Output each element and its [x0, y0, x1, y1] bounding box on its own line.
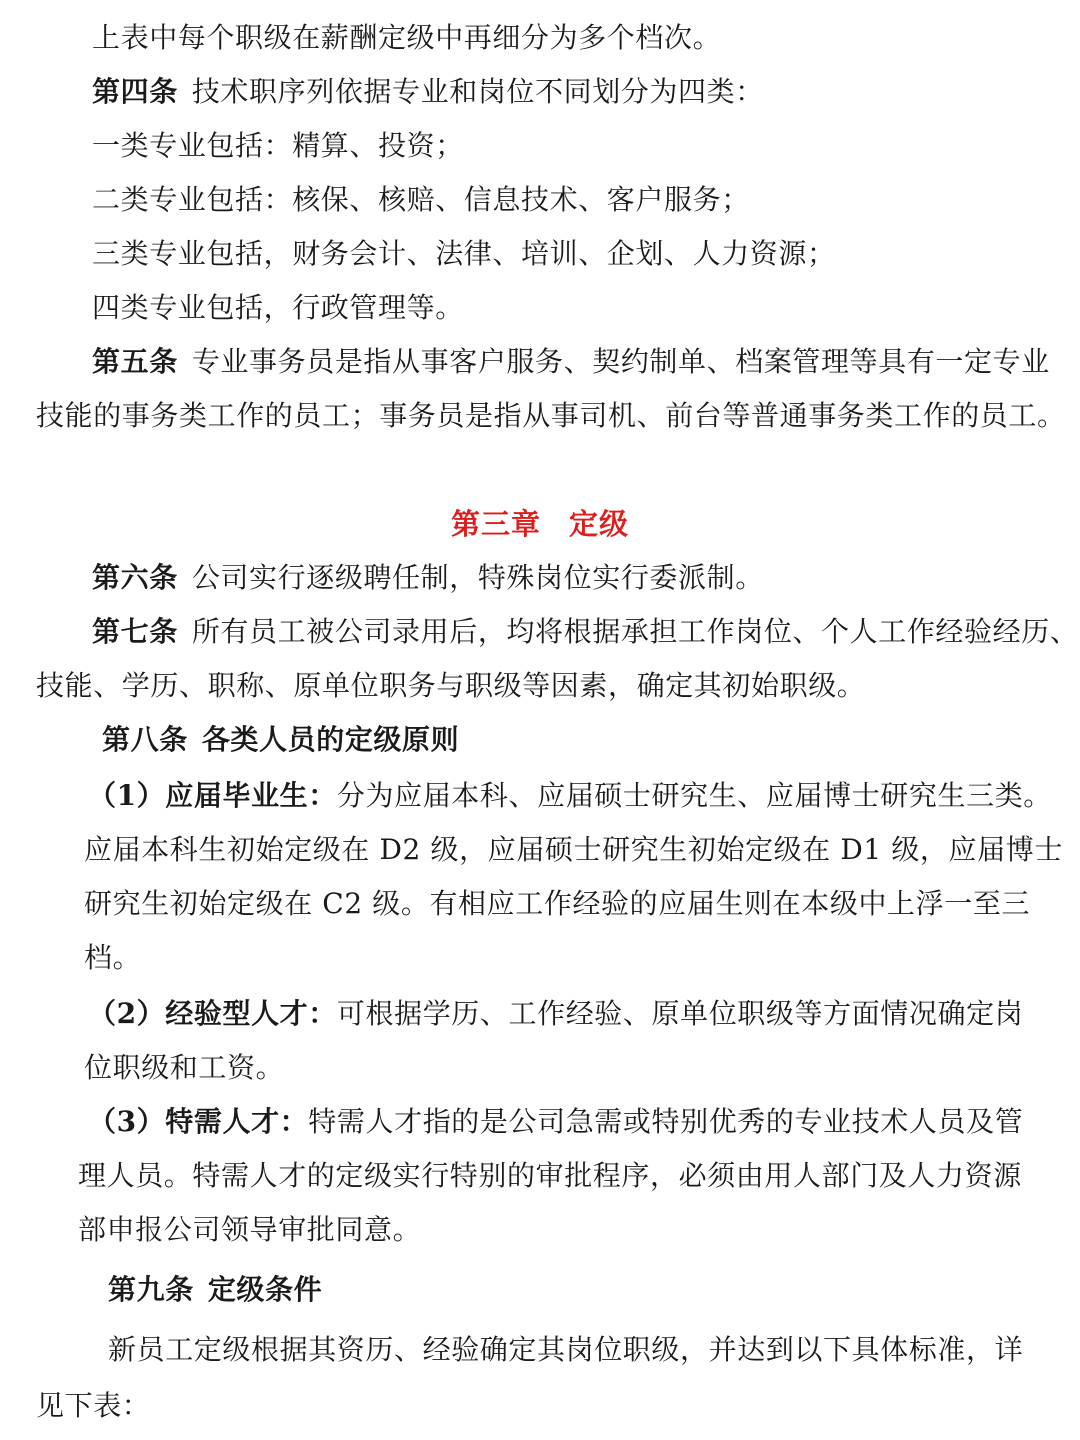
- item-3-line-2: 理人员。特需人才的定级实行特别的审批程序，必须由用人部门及人力资源: [78, 1159, 1022, 1192]
- article-5-line-2: 技能的事务类工作的员工；事务员是指从事司机、前台等普通事务类工作的员工。: [36, 399, 1066, 432]
- final-paragraph-line-1: 新员工定级根据其资历、经验确定其岗位职级，并达到以下具体标准，详: [108, 1333, 1024, 1366]
- category-4: 四类专业包括，行政管理等。: [92, 291, 464, 324]
- article-5-label: 第五条: [92, 345, 178, 378]
- item-2-label: （2）经验型人才：: [88, 997, 337, 1030]
- article-9-title: 定级条件: [207, 1273, 323, 1306]
- article-8-heading: [102, 720, 459, 760]
- item-1-line-3: 研究生初始定级在 C2 级。有相应工作经验的应届生则在本级中上浮一至三: [84, 887, 1031, 920]
- article-7-line-2: 技能、学历、职称、原单位职务与职级等因素，确定其初始职级。: [36, 669, 866, 702]
- article-4: [92, 72, 764, 112]
- category-1: 一类专业包括：精算、投资；: [92, 129, 464, 162]
- article-4-label: 第四条: [92, 75, 178, 108]
- article-6-label: 第六条: [92, 561, 178, 594]
- item-1-line-2: 应届本科生初始定级在 D2 级，应届硕士研究生初始定级在 D1 级，应届博士: [84, 833, 1063, 866]
- item-1-label: （1）应届毕业生：: [88, 779, 337, 812]
- final-paragraph-line-2: 见下表：: [36, 1389, 151, 1422]
- chapter-3-title: 定级: [569, 507, 630, 541]
- item-3-label: （3）特需人才：: [88, 1105, 309, 1138]
- article-7-label: 第七条: [92, 615, 178, 648]
- category-2: 二类专业包括：核保、核赔、信息技术、客户服务；: [92, 183, 750, 216]
- article-7-line-1: 第七条 所有员工被公司录用后，均将根据承担工作岗位、个人工作经验经历、: [92, 615, 1079, 648]
- item-2-line-1: （2）经验型人才：可根据学历、工作经验、原单位职级等方面情况确定岗: [88, 997, 1024, 1030]
- category-3: 三类专业包括，财务会计、法律、培训、企划、人力资源；: [92, 237, 836, 270]
- article-5-line-1: 第五条 专业事务员是指从事客户服务、契约制单、档案管理等具有一定专业: [92, 345, 1050, 378]
- item-2-line-2: 位职级和工资。: [84, 1051, 285, 1084]
- chapter-3-number: 第三章: [450, 507, 541, 541]
- article-9-heading: [108, 1270, 322, 1310]
- article-4-text: 技术职序列依据专业和岗位不同划分为四类：: [191, 75, 764, 108]
- item-3-line-1: （3）特需人才：特需人才指的是公司急需或特别优秀的专业技术人员及管: [88, 1105, 1024, 1138]
- article-8-title: 各类人员的定级原则: [201, 723, 460, 756]
- paragraph-grade-subdivision: 上表中每个职级在薪酬定级中再细分为多个档次。: [92, 21, 722, 54]
- chapter-3-heading: [0, 504, 1080, 544]
- article-8-label: 第八条: [102, 723, 188, 756]
- item-1-line-1: （1）应届毕业生：分为应届本科、应届硕士研究生、应届博士研究生三类。: [88, 779, 1052, 812]
- item-1-line-4: 档。: [84, 941, 142, 974]
- item-3-line-3: 部申报公司领导审批同意。: [78, 1213, 422, 1246]
- article-9-label: 第九条: [108, 1273, 194, 1306]
- article-6: 第六条 公司实行逐级聘任制，特殊岗位实行委派制。: [92, 561, 764, 594]
